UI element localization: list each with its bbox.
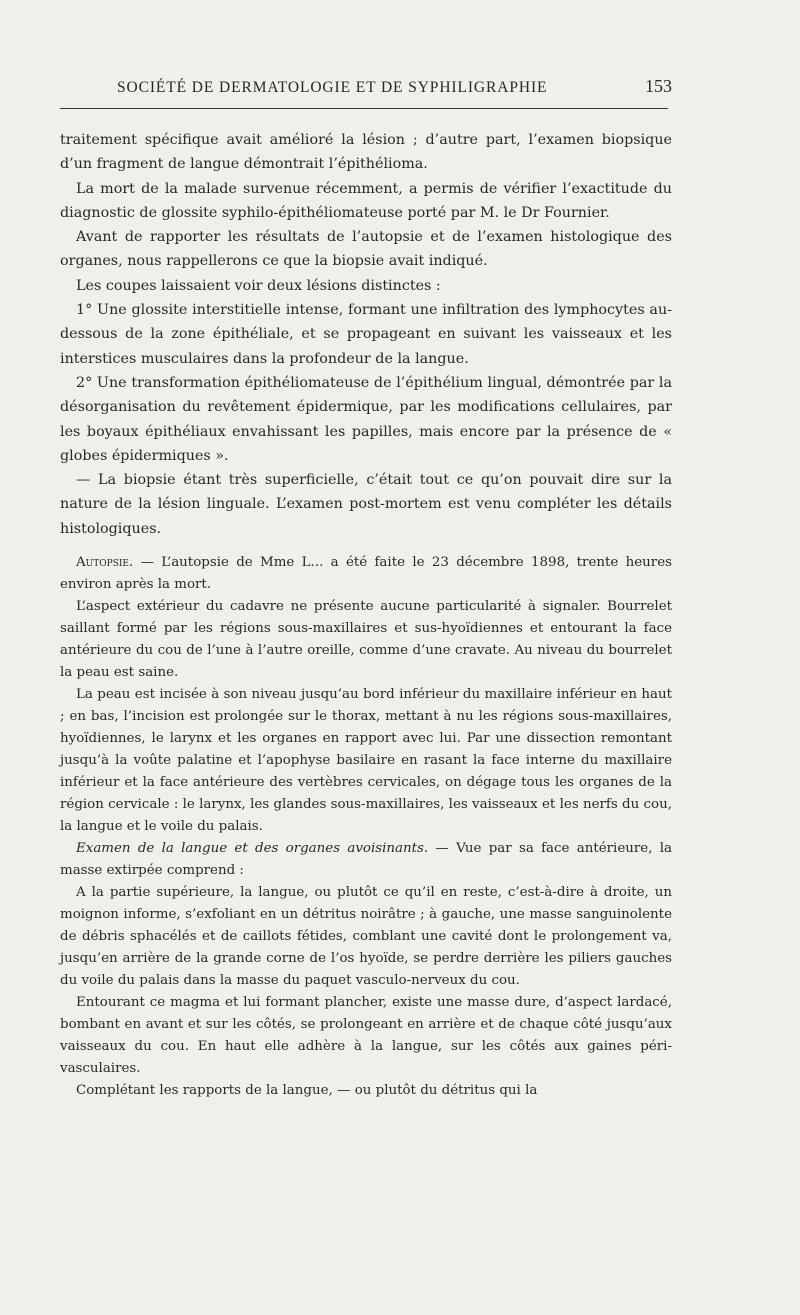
autopsy-section bbox=[60, 552, 672, 1102]
paragraph bbox=[60, 552, 672, 596]
body-text bbox=[60, 128, 672, 1102]
paragraph: Avant de rapporter les résultats de l’autopsie et de l’examen histologique des organes, nous rappellerons ce que la biopsie avait indiqué. bbox=[60, 229, 672, 270]
paragraph: La mort de la malade survenue récemment, a permis de vérifier l’exactitude du diagnostic de glossite syphilo-épithéliomateuse porté par M. le Dr Fournier. bbox=[60, 180, 672, 221]
section-label-examen: Examen de la langue et des organes avoisinants. bbox=[76, 841, 429, 857]
book-page bbox=[60, 76, 672, 1102]
biopsy-section bbox=[60, 128, 672, 541]
paragraph: A la partie supérieure, la langue, ou plutôt ce qu’il en reste, c’est-à-dire à droite, un moignon informe, s’exfoliant en un détritus noirâtre ; à gauche, une masse sanguinolente de débris sphacélés et de caillots fétides, comblant une cavité dont le prolongement va, jusqu’en arrière de la grande corne de l’os hyoïde, se perdre derrière les piliers gauches du voile du palais dans la masse du paquet vasculo-nerveux du cou. bbox=[60, 885, 672, 989]
running-header bbox=[60, 76, 672, 100]
paragraph: La peau est incisée à son niveau jusqu’au bord inférieur du maxillaire inférieur en haut ; en bas, l’incision est prolongée sur le thorax, mettant à nu les régions sous-maxillaires, hyoïdiennes, le larynx et les organes en rapport avec lui. Par une dissection remontant jusqu’à la voûte palatine et l’apophyse basilaire en rasant la face interne du maxillaire inférieur et la face antérieure des vertèbres cervicales, on dégage tous les organes de la région cervicale : le larynx, les glandes sous-maxillaires, les vaisseaux et les nerfs du cou, la langue et le voile du palais. bbox=[60, 687, 672, 835]
paragraph: Entourant ce magma et lui formant plancher, existe une masse dure, d’aspect lardacé, bombant en avant et sur les côtés, se prolongeant en arrière et de chaque côté jusqu’aux vaisseaux du cou. En haut elle adhère à la langue, sur les côtés aux gaines péri-vasculaires. bbox=[60, 995, 672, 1077]
paragraph-text: — Vue par sa face antérieure, la masse extirpée comprend : bbox=[60, 841, 672, 879]
paragraph: Les coupes laissaient voir deux lésions distinctes : bbox=[76, 277, 441, 294]
section-label-autopsie: Autopsie. bbox=[76, 555, 134, 571]
paragraph: 2° Une transformation épithéliomateuse de l’épithélium lingual, démontrée par la désorganisation du revêtement épidermique, par les modifications cellulaires, par les boyaux épithéliaux envahissant les papilles, mais encore par la présence de « globes épidermiques ». bbox=[60, 374, 672, 464]
paragraph bbox=[60, 838, 672, 882]
header-rule bbox=[60, 108, 668, 109]
paragraph: 1° Une glossite interstitielle intense, formant une infiltration des lymphocytes au-dessous de la zone épithéliale, et se propageant en suivant les vaisseaux et les interstices musculaires dans la profondeur de la langue. bbox=[60, 302, 672, 367]
paragraph: L’aspect extérieur du cadavre ne présente aucune particularité à signaler. Bourrelet saillant formé par les régions sous-maxillaires et sus-hyoïdiennes et entourant la face antérieure du cou de l’une à l’autre oreille, comme d’une cravate. Au niveau du bourrelet la peau est saine. bbox=[60, 599, 672, 681]
page-number: 153 bbox=[645, 76, 672, 96]
paragraph: Complétant les rapports de la langue, — ou plutôt du détritus qui la bbox=[76, 1083, 538, 1099]
paragraph: traitement spécifique avait amélioré la lésion ; d’autre part, l’examen biopsique d’un fragment de langue démontrait l’épithélioma. bbox=[60, 132, 672, 173]
running-title: SOCIÉTÉ DE DERMATOLOGIE ET DE SYPHILIGRAPHIE bbox=[117, 79, 548, 96]
paragraph-text: — L’autopsie de Mme L... a été faite le 23 décembre 1898, trente heures environ après la mort. bbox=[60, 555, 672, 593]
paragraph: — La biopsie étant très superficielle, c’était tout ce qu’on pouvait dire sur la nature de la lésion linguale. L’examen post-mortem est venu compléter les détails histologiques. bbox=[60, 472, 672, 537]
